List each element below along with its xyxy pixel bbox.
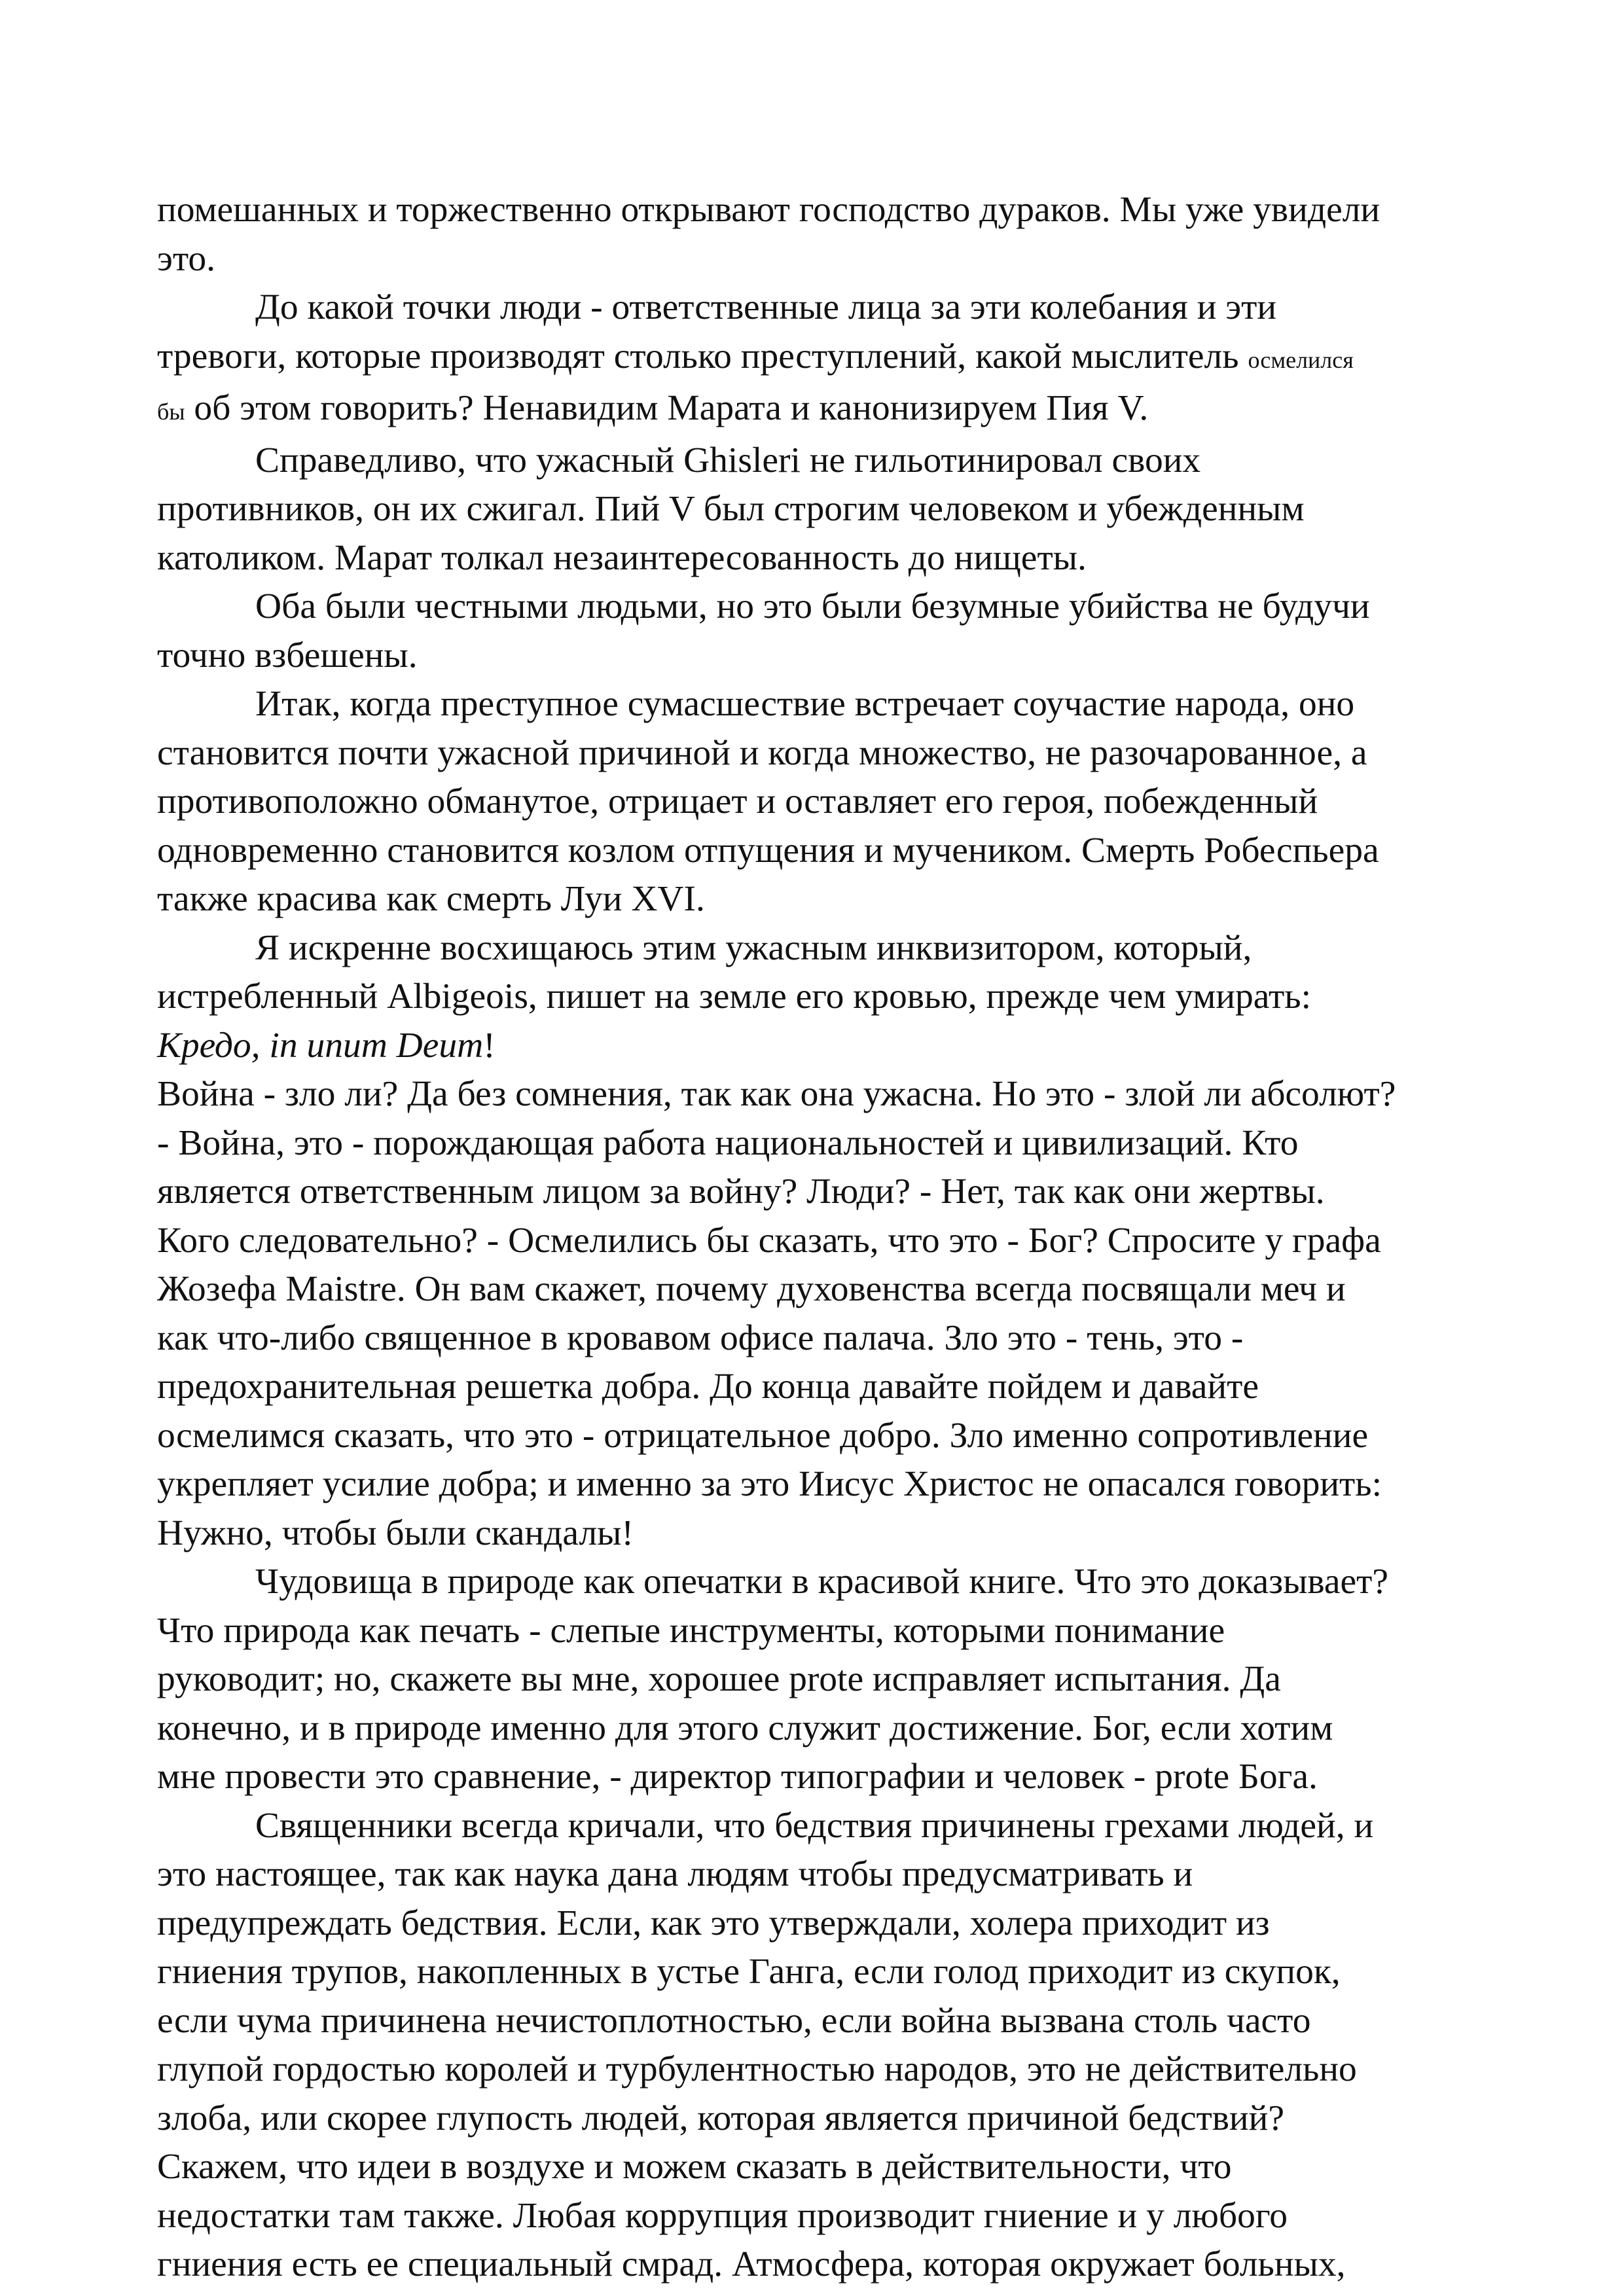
- paragraph-8: [157, 1558, 1460, 1802]
- text-line: Итак, когда преступное сумасшествие встречает соучастие народа, оно: [255, 684, 1355, 724]
- text-line: мне провести это сравнение, - директор типографии и человек - prote Бога.: [157, 1757, 1318, 1797]
- text-line: становится почти ужасной причиной и когда множество, не разочарованное, а: [157, 732, 1367, 773]
- text-line: Жозефа Maistre. Он вам скажет, почему духовенства всегда посвящали меч и: [157, 1269, 1346, 1309]
- text-line: это.: [157, 238, 215, 279]
- text-line: укрепляет усилие добра; и именно за это Иисус Христос не опасался говорить:: [157, 1464, 1382, 1504]
- text-line: руководит; но, скажете вы мне, хорошее prote исправляет испытания. Да: [157, 1659, 1281, 1699]
- text-line: одновременно становится козлом отпущения и мучеником. Смерть Робеспьера: [157, 830, 1379, 870]
- text-line: противоположно обманутое, отрицает и оставляет его героя, побежденный: [157, 781, 1318, 821]
- text-line: это настоящее, так как наука дана людям чтобы предусматривать и: [157, 1854, 1193, 1894]
- text-line: До какой точки люди - ответственные лица за эти колебания и эти: [255, 287, 1277, 327]
- text-line: тревоги, которые производят столько преступлений, какой мыслитель: [157, 336, 1239, 376]
- text-line: об этом говорить? Ненавидим Марата и канонизируем Пия V.: [194, 388, 1149, 428]
- text-line: истребленный Albigeois, пишет на земле его кровью, прежде чем умирать:: [157, 977, 1311, 1016]
- paragraph-9: [157, 1802, 1460, 2289]
- text-line: Скажем, что идеи в воздухе и можем сказать в действительности, что: [157, 2147, 1232, 2187]
- text-line: Нужно, чтобы были скандалы!: [157, 1513, 634, 1553]
- text-line: конечно, и в природе именно для этого служит достижение. Бог, если хотим: [157, 1708, 1333, 1748]
- document-page: [157, 186, 1460, 2289]
- text-line: Справедливо, что ужасный Ghisleri не гильотинировал своих: [255, 440, 1201, 480]
- paragraph-7: [157, 1070, 1460, 1558]
- text-line: глупой гордостью королей и турбулентностью народов, это не действительно: [157, 2049, 1357, 2089]
- text-line: Война - зло ли? Да без сомнения, так как она ужасна. Но это - злой ли абсолют?: [157, 1074, 1396, 1114]
- text-line: помешанных и торжественно открывают господство дураков. Мы уже увидели: [157, 190, 1380, 230]
- small-text: осмелился: [1248, 346, 1354, 373]
- text-line: также красива как смерть Луи XVI.: [157, 879, 705, 919]
- punctuation: !: [483, 1025, 496, 1066]
- text-line: Я искренне восхищаюсь этим ужасным инквизитором, который,: [255, 927, 1252, 968]
- text-line: осмелимся сказать, что это - отрицательное добро. Зло именно сопротивление: [157, 1415, 1369, 1456]
- text-line: является ответственным лицом за войну? Люди? - Нет, так как они жертвы.: [157, 1172, 1325, 1211]
- text-line: предохранительная решетка добра. До конца давайте пойдем и давайте: [157, 1367, 1259, 1407]
- text-line: недостатки там также. Любая коррупция производит гниение и у любого: [157, 2195, 1288, 2236]
- text-line: Кого следовательно? - Осмелились бы сказать, что это - Бог? Спросите у графа: [157, 1220, 1381, 1261]
- paragraph-5: [157, 680, 1460, 924]
- text-line: Оба были честными людьми, но это были безумные убийства не будучи: [255, 586, 1370, 626]
- text-line: как что-либо священное в кровавом офисе палача. Зло это - тень, это -: [157, 1318, 1244, 1358]
- italic-phrase: Кредо, in unum Deum: [157, 1025, 484, 1066]
- paragraph-3: [157, 437, 1460, 583]
- text-line: злоба, или скорее глупость людей, которая является причиной бедствий?: [157, 2098, 1284, 2138]
- text-line: Что природа как печать - слепые инструменты, которыми понимание: [157, 1610, 1225, 1651]
- text-line: Священники всегда кричали, что бедствия причинены грехами людей, и: [255, 1805, 1374, 1846]
- text-line: предупреждать бедствия. Если, как это утверждали, холера приходит из: [157, 1903, 1270, 1943]
- text-line: гниения есть ее специальный смрад. Атмосфера, которая окружает больных,: [157, 2244, 1346, 2284]
- text-line: Чудовища в природе как опечатки в красивой книге. Что это доказывает?: [255, 1562, 1389, 1602]
- text-line: гниения трупов, накопленных в устье Ганга, если голод приходит из скупок,: [157, 1952, 1341, 1992]
- small-text: бы: [157, 399, 185, 425]
- paragraph-6: [157, 924, 1460, 1071]
- paragraph-2: [157, 283, 1460, 437]
- text-line: - Война, это - порождающая работа национальностей и цивилизаций. Кто: [157, 1122, 1299, 1163]
- paragraph-4: [157, 583, 1460, 680]
- text-line: противников, он их сжигал. Пий V был строгим человеком и убежденным: [157, 489, 1305, 529]
- text-line: точно взбешены.: [157, 635, 418, 675]
- paragraph-1: [157, 186, 1460, 283]
- text-line: католиком. Марат толкал незаинтересованность до нищеты.: [157, 537, 1087, 578]
- text-line: если чума причинена нечистоплотностью, если война вызвана столь часто: [157, 2000, 1311, 2041]
